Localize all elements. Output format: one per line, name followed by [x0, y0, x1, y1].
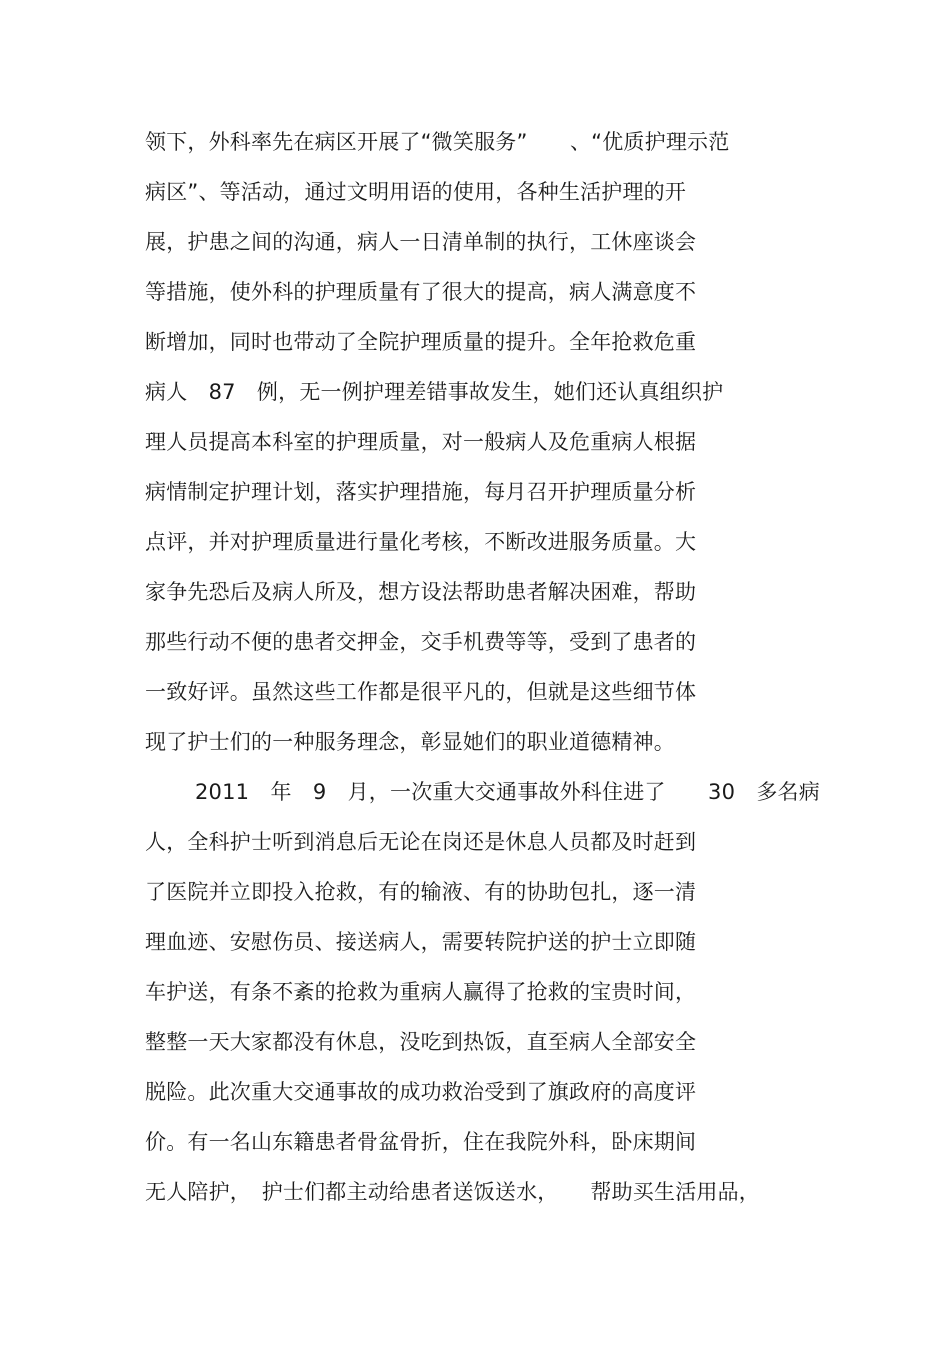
text-line: 病人 87 例，无一例护理差错事故发生，她们还认真组织护	[145, 380, 724, 404]
text-line: 一致好评。虽然这些工作都是很平凡的，但就是这些细节体	[145, 680, 697, 704]
text-line: 那些行动不便的患者交押金，交手机费等等，受到了患者的	[145, 630, 697, 654]
text-line: 车护送，有条不紊的抢救为重病人赢得了抢救的宝贵时间，	[145, 980, 697, 1004]
text-line: 领下，外科率先在病区开展了“微笑服务” 、“优质护理示范	[145, 130, 730, 154]
text-line: 病区”、等活动，通过文明用语的使用，各种生活护理的开	[145, 180, 687, 204]
text-line: 现了护士们的一种服务理念，彰显她们的职业道德精神。	[145, 730, 675, 754]
text-line: 无人陪护， 护士们都主动给患者送饭送水， 帮助买生活用品，	[145, 1180, 760, 1204]
text-line: 展，护患之间的沟通，病人一日清单制的执行，工休座谈会	[145, 230, 697, 254]
text-line: 价。有一名山东籍患者骨盆骨折，住在我院外科，卧床期间	[145, 1130, 697, 1154]
text-line: 理人员提高本科室的护理质量，对一般病人及危重病人根据	[145, 430, 697, 454]
text-line: 人，全科护士听到消息后无论在岗还是休息人员都及时赶到	[145, 830, 697, 854]
text-line: 整整一天大家都没有休息，没吃到热饭，直至病人全部安全	[145, 1030, 697, 1054]
text-line: 等措施，使外科的护理质量有了很大的提高，病人满意度不	[145, 280, 697, 304]
text-line: 脱险。此次重大交通事故的成功救治受到了旗政府的高度评	[145, 1080, 697, 1104]
text-line: 了医院并立即投入抢救，有的输液、有的协助包扎，逐一清	[145, 880, 697, 904]
text-line: 点评，并对护理质量进行量化考核，不断改进服务质量。大	[145, 530, 697, 554]
text-line: 断增加，同时也带动了全院护理质量的提升。全年抢救危重	[145, 330, 697, 354]
text-line: 理血迹、安慰伤员、接送病人，需要转院护送的护士立即随	[145, 930, 697, 954]
paragraph-first-line: 2011 年 9 月，一次重大交通事故外科住进了 30 多名病	[195, 780, 820, 804]
text-line: 病情制定护理计划，落实护理措施，每月召开护理质量分析	[145, 480, 697, 504]
text-line: 家争先恐后及病人所及，想方设法帮助患者解决困难，帮助	[145, 580, 697, 604]
